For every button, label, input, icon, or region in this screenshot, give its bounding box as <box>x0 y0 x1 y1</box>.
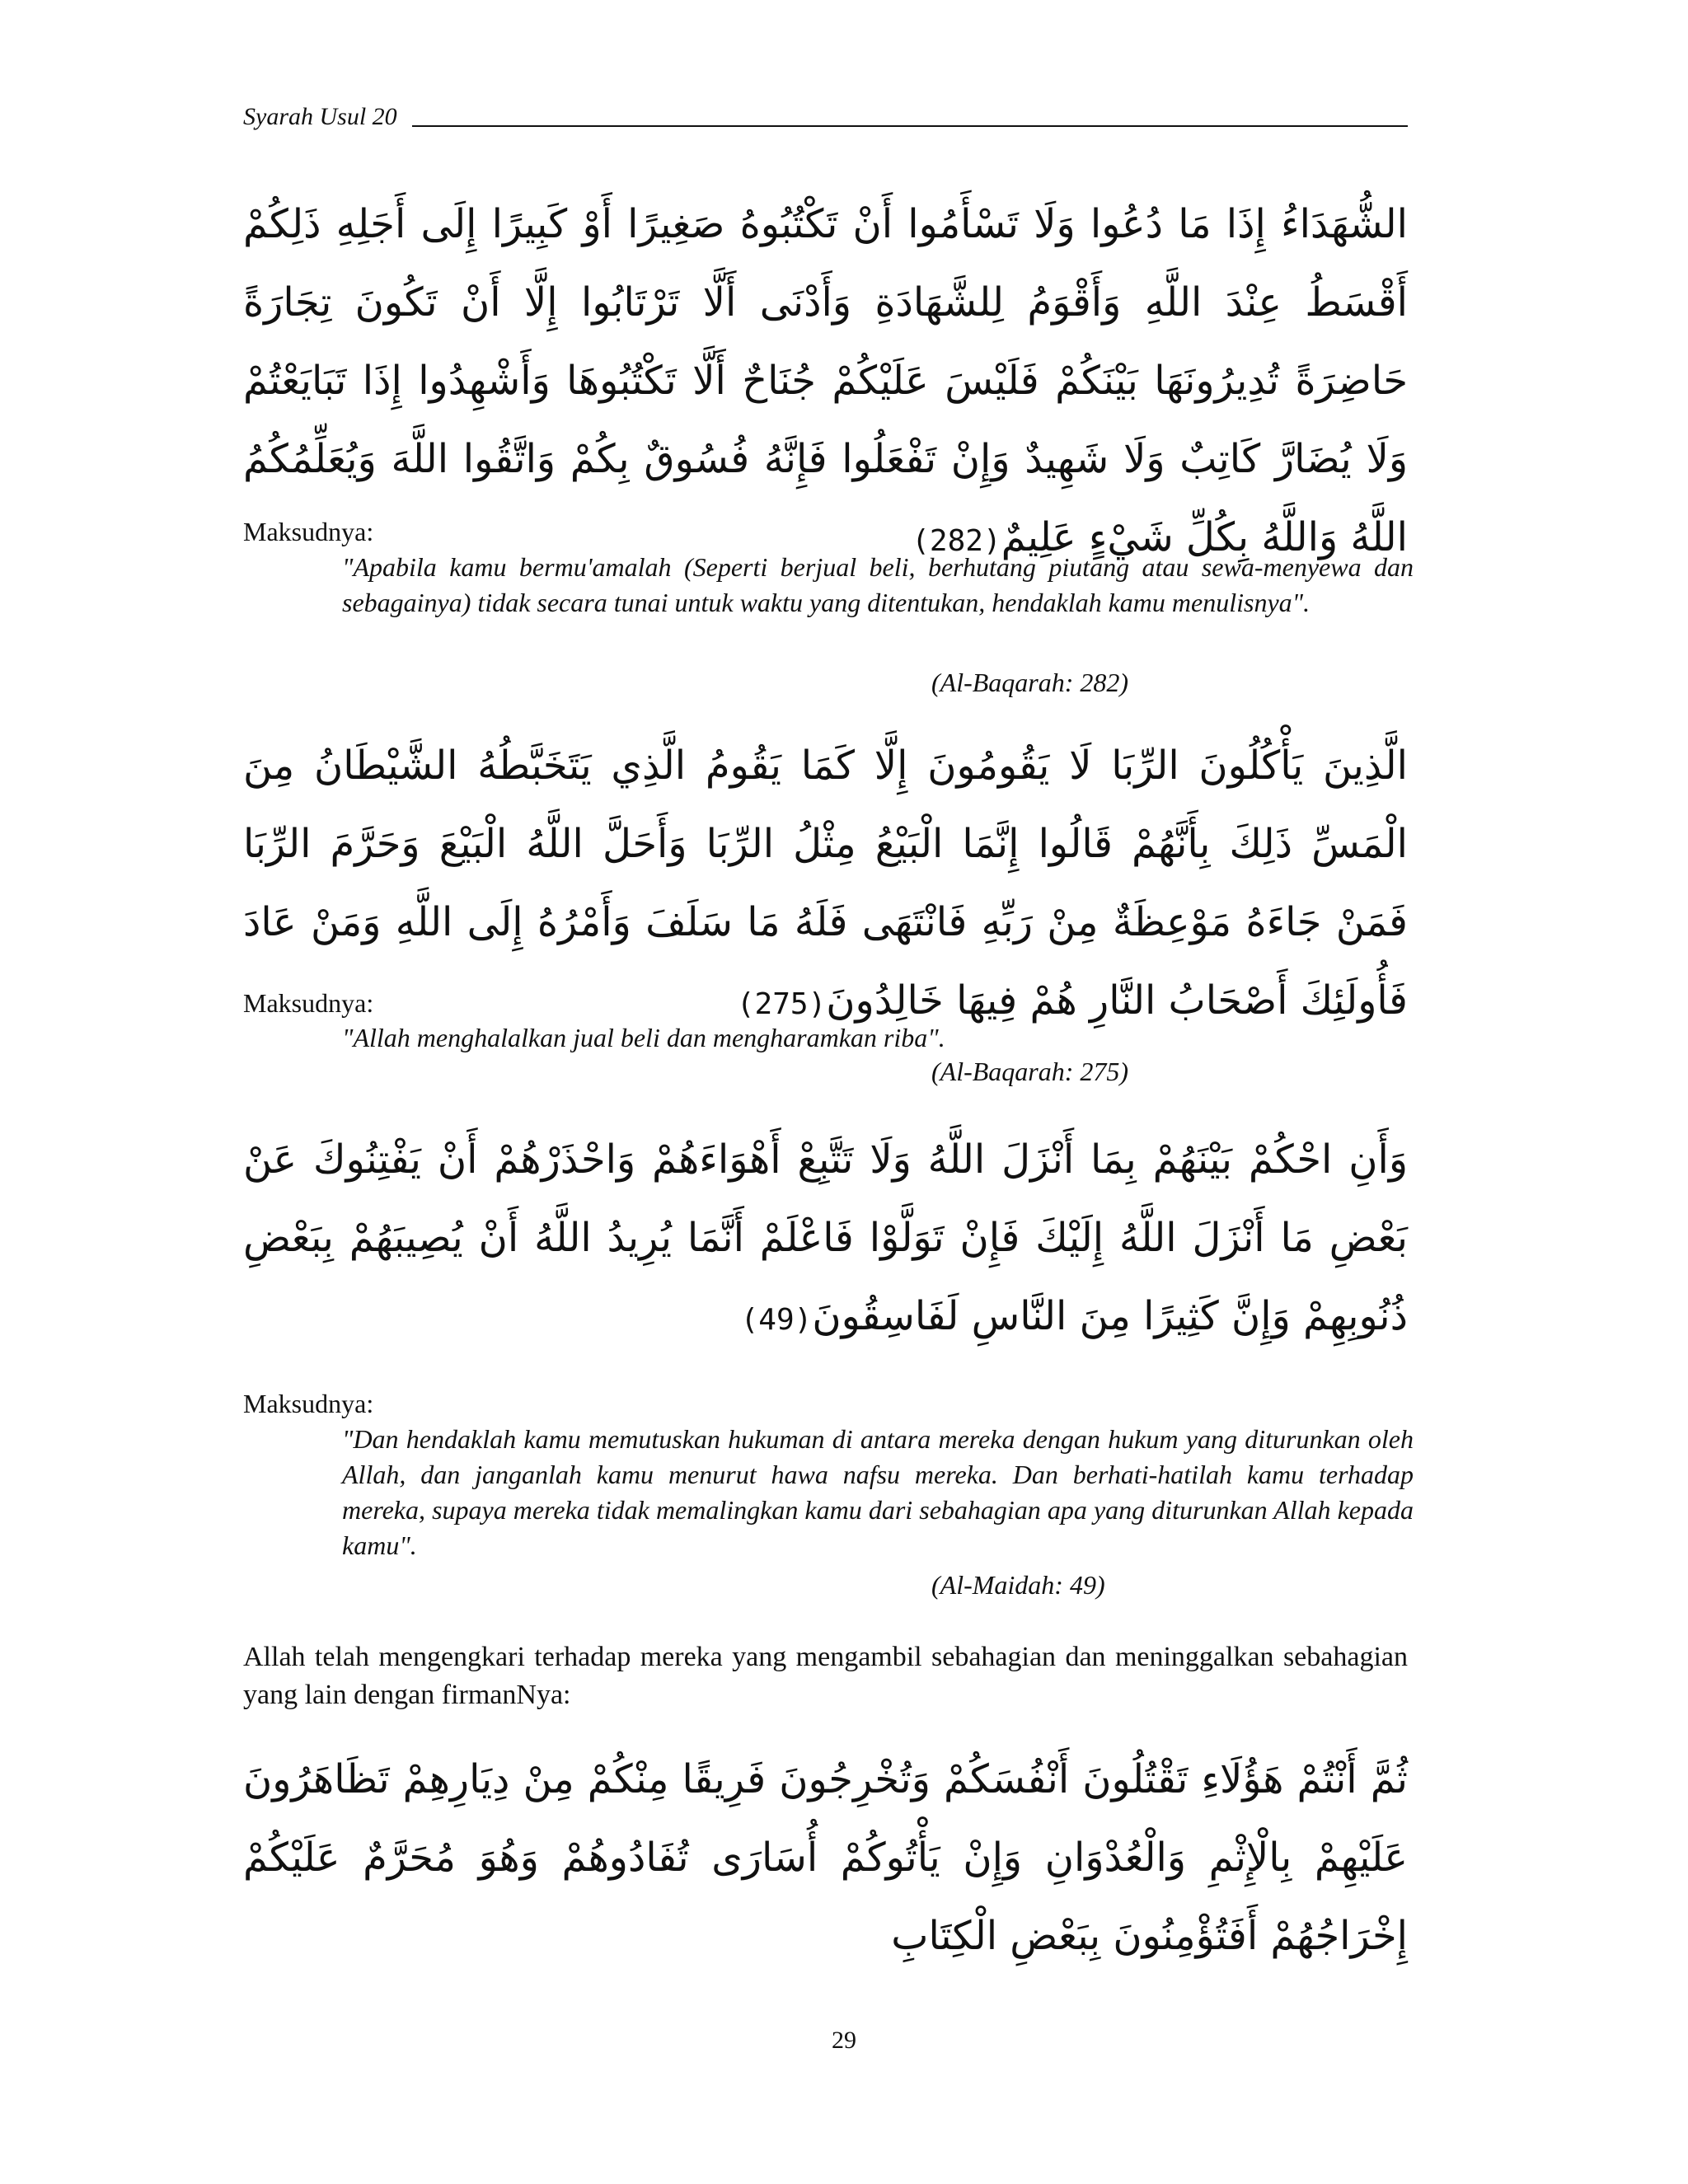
maksudnya-label: Maksudnya: <box>243 988 374 1018</box>
reference-275: (Al-Baqarah: 275) <box>931 1057 1129 1086</box>
arabic-verse-text: ثُمَّ أَنْتُمْ هَؤُلَاءِ تَقْتُلُونَ أَنْفُسَكُمْ وَتُخْرِجُونَ فَرِيقًا مِنْكُمْ مِنْ دِيَارِهِمْ تَظَاهَرُونَ عَلَيْهِمْ بِالْإِثْمِ وَالْعُدْوَانِ وَإِنْ يَأْتُوكُمْ أُسَارَى تُفَادُوهُمْ وَهُوَ مُحَرَّمٌ عَلَيْكُمْ إِخْرَاجُهُمْ أَفَتُؤْمِنُونَ بِبَعْضِ الْكِتَابِ <box>243 1756 1408 1959</box>
arabic-verse-275 <box>243 727 1408 1043</box>
ayah-number: (282) <box>912 524 1001 558</box>
arabic-verse-text: الَّذِينَ يَأْكُلُونَ الرِّبَا لَا يَقُومُونَ إِلَّا كَمَا يَقُومُ الَّذِي يَتَخَبَّطُهُ الشَّيْطَانُ مِنَ الْمَسِّ ذَلِكَ بِأَنَّهُمْ قَالُوا إِنَّمَا الْبَيْعُ مِثْلُ الرِّبَا وَأَحَلَّ اللَّهُ الْبَيْعَ وَحَرَّمَ الرِّبَا فَمَنْ جَاءَهُ مَوْعِظَةٌ مِنْ رَبِّهِ فَانْتَهَى فَلَهُ مَا سَلَفَ وَأَمْرُهُ إِلَى اللَّهِ وَمَنْ عَادَ فَأُولَئِكَ أَصْحَابُ النَّارِ هُمْ فِيهَا خَالِدُونَ <box>243 743 1408 1024</box>
ayah-number: (49) <box>740 1303 813 1337</box>
translation-282: "Apabila kamu bermu'amalah (Seperti berjual beli, berhutang piutang atau sewa-menyewa dan sebagainya) tidak secara tunai untuk waktu yang ditentukan, hendaklah kamu menulisnya". <box>342 552 1414 617</box>
page-number: 29 <box>832 2027 856 2054</box>
arabic-verse-282 <box>243 185 1408 580</box>
translation-275: "Allah menghalalkan jual beli dan mengharamkan riba". <box>342 1023 945 1052</box>
arabic-verse-text: وَأَنِ احْكُمْ بَيْنَهُمْ بِمَا أَنْزَلَ اللَّهُ وَلَا تَتَّبِعْ أَهْوَاءَهُمْ وَاحْذَرْهُمْ أَنْ يَفْتِنُوكَ عَنْ بَعْضِ مَا أَنْزَلَ اللَّهُ إِلَيْكَ فَإِنْ تَوَلَّوْا فَاعْلَمْ أَنَّمَا يُرِيدُ اللَّهُ أَنْ يُصِيبَهُمْ بِبَعْضِ ذُنُوبِهِمْ وَإِنَّ كَثِيرًا مِنَ النَّاسِ لَفَاسِقُونَ <box>243 1137 1408 1339</box>
maksudnya-label: Maksudnya: <box>243 1389 374 1418</box>
arabic-verse-text: الشُّهَدَاءُ إِذَا مَا دُعُوا وَلَا تَسْأَمُوا أَنْ تَكْتُبُوهُ صَغِيرًا أَوْ كَبِيرًا إِلَى أَجَلِهِ ذَلِكُمْ أَقْسَطُ عِنْدَ اللَّهِ وَأَقْوَمُ لِلشَّهَادَةِ وَأَدْنَى أَلَّا تَرْتَابُوا إِلَّا أَنْ تَكُونَ تِجَارَةً حَاضِرَةً تُدِيرُونَهَا بَيْنَكُمْ فَلَيْسَ عَلَيْكُمْ جُنَاحٌ أَلَّا تَكْتُبُوهَا وَأَشْهِدُوا إِذَا تَبَايَعْتُمْ وَلَا يُضَارَّ كَاتِبٌ وَلَا شَهِيدٌ وَإِنْ تَفْعَلُوا فَإِنَّهُ فُسُوقٌ بِكُمْ وَاتَّقُوا اللَّهَ وَيُعَلِّمُكُمُ اللَّهُ وَاللَّهُ بِكُلِّ شَيْءٍ عَلِيمٌ <box>243 201 1408 560</box>
header-title: Syarah Usul 20 <box>243 103 397 130</box>
reference-49: (Al-Maidah: 49) <box>931 1570 1105 1600</box>
maksudnya-label: Maksudnya: <box>243 517 374 546</box>
reference-282: (Al-Baqarah: 282) <box>931 668 1129 697</box>
translation-49: "Dan hendaklah kamu memutuskan hukuman di antara mereka dengan hukum yang diturunkan oleh Allah, dan janganlah kamu menurut hawa nafsu mereka. Dan berhati-hatilah kamu terhadap mereka, supaya mereka tidak memalingkan kamu dari sebahagian apa yang diturunkan Allah kepada kamu". <box>342 1424 1414 1560</box>
header-rule <box>412 125 1408 127</box>
body-paragraph: Allah telah mengengkari terhadap mereka yang mengambil sebahagian dan meninggalkan sebahagian yang lain dengan firmanNya: <box>243 1642 1408 1710</box>
arabic-verse-49 <box>243 1121 1408 1359</box>
ayah-number: (275) <box>736 987 827 1021</box>
arabic-verse-closing <box>243 1741 1408 1975</box>
